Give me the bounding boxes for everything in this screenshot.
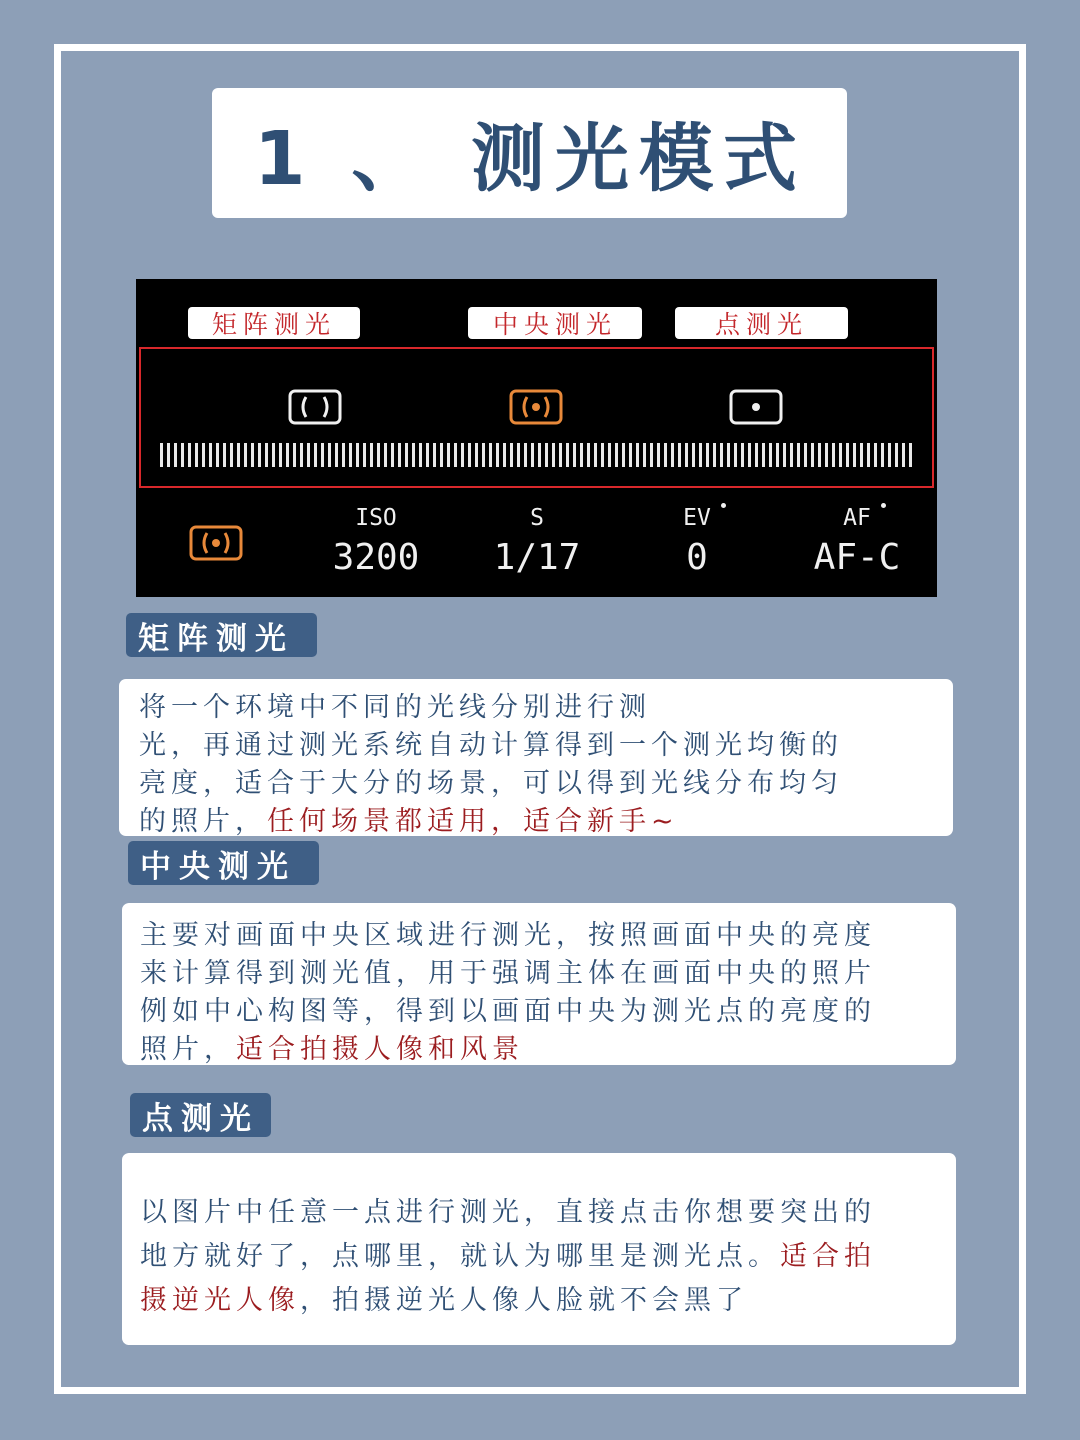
iso-label: ISO bbox=[355, 505, 397, 531]
section-heading-matrix: 矩阵测光 bbox=[126, 613, 317, 657]
highlight-text: 适合拍 bbox=[780, 1241, 876, 1272]
body-text: ，拍摄逆光人像人脸就不会黑了 bbox=[300, 1285, 748, 1316]
body-line: 来计算得到测光值，用于强调主体在画面中央的照片 bbox=[140, 958, 876, 989]
exposure-scale bbox=[160, 443, 912, 467]
body-line bbox=[140, 1235, 956, 1279]
mode-tag-center: 中央测光 bbox=[468, 307, 642, 339]
af-value: AF-C bbox=[813, 537, 901, 578]
section-card-center bbox=[122, 903, 956, 1065]
highlight-text: 任何场景都适用，适合新手~ bbox=[267, 806, 679, 837]
title-card bbox=[212, 88, 847, 218]
body-line: 亮度，适合于大分的场景，可以得到光线分布均匀 bbox=[139, 768, 843, 799]
highlight-text: 摄逆光人像 bbox=[140, 1285, 300, 1316]
body-line: 将一个环境中不同的光线分别进行测 bbox=[139, 692, 651, 723]
af-label: AF bbox=[843, 505, 871, 531]
body-text: 地方就好了，点哪里，就认为哪里是测光点。 bbox=[140, 1241, 780, 1272]
shutter-label: S bbox=[530, 505, 544, 531]
section-card-matrix bbox=[119, 679, 953, 836]
body-line: 主要对画面中央区域进行测光，按照画面中央的亮度 bbox=[140, 920, 876, 951]
body-line: 以图片中任意一点进行测光，直接点击你想要突出的 bbox=[140, 1197, 876, 1228]
center-metering-icon[interactable] bbox=[509, 389, 563, 425]
body-line bbox=[139, 803, 953, 841]
section-card-spot bbox=[122, 1153, 956, 1345]
body-line bbox=[140, 1279, 956, 1323]
mode-tag-spot: 点测光 bbox=[675, 307, 848, 339]
camera-metering-panel bbox=[136, 279, 937, 597]
body-line: 光，再通过测光系统自动计算得到一个测光均衡的 bbox=[139, 730, 843, 761]
page-title: 1 、 测光模式 bbox=[254, 116, 808, 202]
body-line: 例如中心构图等，得到以画面中央为测光点的亮度的 bbox=[140, 996, 876, 1027]
body-line bbox=[140, 1031, 956, 1069]
current-mode-icon bbox=[189, 525, 243, 561]
mode-tag-matrix: 矩阵测光 bbox=[188, 307, 360, 339]
section-heading-center: 中央测光 bbox=[128, 841, 319, 885]
ev-label: EV bbox=[683, 505, 711, 531]
matrix-metering-icon[interactable] bbox=[288, 389, 342, 425]
af-indicator-dot bbox=[881, 503, 886, 508]
highlight-text: 适合拍摄人像和风景 bbox=[236, 1034, 524, 1065]
section-heading-spot: 点测光 bbox=[130, 1093, 271, 1137]
spot-metering-icon[interactable] bbox=[729, 389, 783, 425]
shutter-value: 1/17 bbox=[493, 537, 581, 578]
body-text: 照片， bbox=[140, 1034, 236, 1065]
ev-indicator-dot bbox=[721, 503, 726, 508]
body-text: 的照片， bbox=[139, 806, 267, 837]
iso-value: 3200 bbox=[332, 537, 420, 578]
ev-value: 0 bbox=[686, 537, 708, 578]
